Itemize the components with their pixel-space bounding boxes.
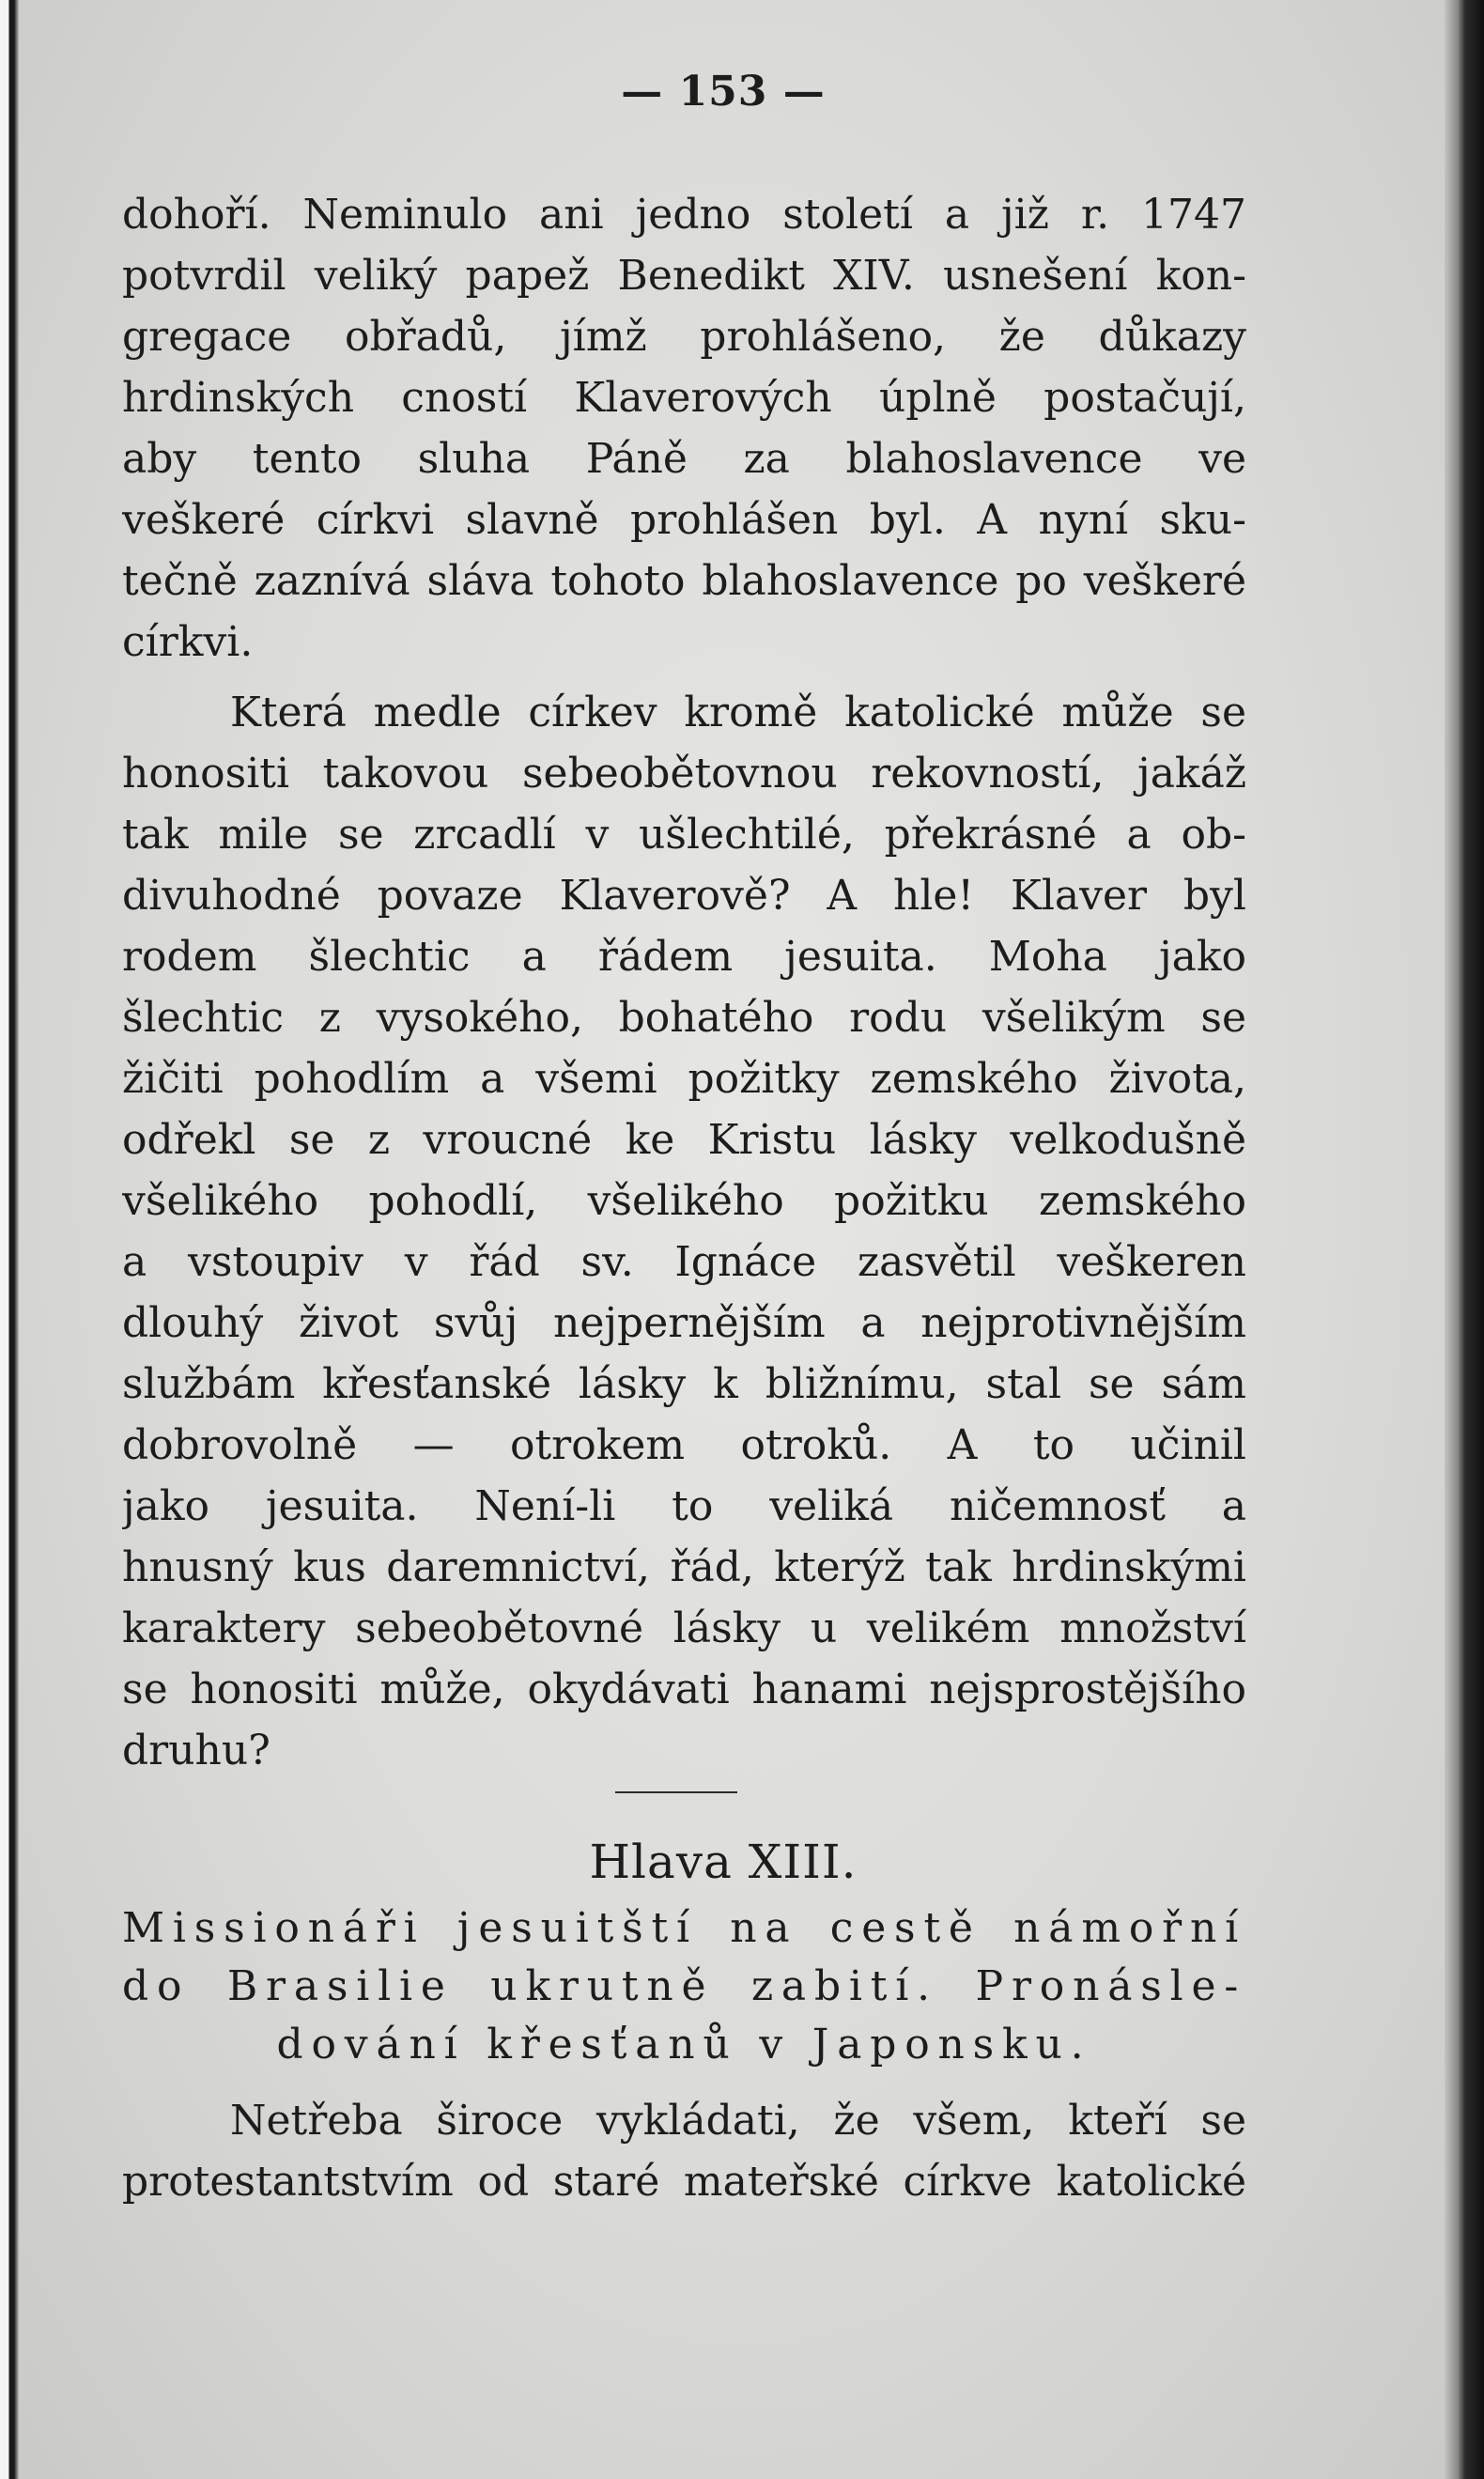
text-line: dobrovolně — otrokem otroků. A to učinil — [122, 1421, 1246, 1469]
text-line: potvrdil veliký papež Benedikt XIV. usnešení kon- — [122, 252, 1246, 300]
paragraph-2 — [122, 682, 1246, 1781]
text-line: šlechtic z vysokého, bohatého rodu všelikým se — [122, 994, 1246, 1042]
text-line: karaktery sebeobětovné lásky u velikém množství — [122, 1604, 1246, 1652]
text-line: hnusný kus daremnictví, řád, kterýž tak hrdinskými — [122, 1543, 1246, 1591]
text-line: druhu? — [122, 1727, 271, 1774]
left-page-edge — [0, 0, 19, 2479]
text-line: a vstoupiv v řád sv. Ignáce zasvětil veškeren — [122, 1238, 1246, 1286]
text-line: se honositi může, okydávati hanami nejsprostějšího — [122, 1666, 1246, 1713]
text-line: dlouhý život svůj nejpernějším a nejprotivnějším — [122, 1299, 1246, 1347]
text-line: divuhodné povaze Klaverově? A hle! Klaver byl — [122, 872, 1246, 920]
text-line: službám křesťanské lásky k bližnímu, stal se sám — [122, 1360, 1246, 1408]
text-line: tečně zaznívá sláva tohoto blahoslavence po veškeré — [122, 557, 1246, 605]
text-line: veškeré církvi slavně prohlášen byl. A nyní sku- — [122, 496, 1246, 544]
text-line: všelikého pohodlí, všelikého požitku zemského — [122, 1177, 1246, 1225]
chapter-title-line: dování křesťanů v Japonsku. — [276, 2021, 1092, 2068]
text-line: jako jesuita. Není-li to veliká ničemnosť a — [122, 1482, 1246, 1530]
chapter-title — [122, 1899, 1246, 2074]
text-line: odřekl se z vroucné ke Kristu lásky velkodušně — [122, 1116, 1246, 1164]
text-line: hrdinských cností Klaverových úplně postačují, — [122, 374, 1246, 422]
right-page-edge — [1445, 0, 1484, 2479]
chapter-title-line: do Brasilie ukrutně zabití. Pronásle- — [122, 1962, 1246, 2010]
section-divider — [615, 1791, 737, 1793]
text-line: gregace obřadů, jímž prohlášeno, že důkazy — [122, 313, 1246, 361]
chapter-title-line: Missionáři jesuitští na cestě námořní — [122, 1904, 1246, 1952]
text-line: dohoří. Neminulo ani jedno století a již r. 1747 — [122, 191, 1246, 239]
text-line: Netřeba široce vykládati, že všem, kteří se — [230, 2097, 1246, 2145]
page-number: — 153 — — [621, 68, 826, 116]
text-line: rodem šlechtic a řádem jesuita. Moha jako — [122, 933, 1246, 981]
text-line: protestantstvím od staré mateřské církve katolické — [122, 2158, 1246, 2206]
chapter-heading: Hlava XIII. — [589, 1835, 858, 1889]
text-line: Která medle církev kromě katolické může se — [230, 689, 1246, 736]
text-line: honositi takovou sebeobětovnou rekovností, jakáž — [122, 750, 1246, 798]
text-line: církvi. — [122, 618, 254, 666]
paragraph-1 — [122, 184, 1246, 673]
paragraph-3 — [122, 2090, 1246, 2212]
text-line: aby tento sluha Páně za blahoslavence ve — [122, 435, 1246, 483]
text-line: žičiti pohodlím a všemi požitky zemského života, — [122, 1055, 1246, 1103]
text-line: tak mile se zrcadlí v ušlechtilé, překrásné a ob- — [122, 811, 1246, 859]
